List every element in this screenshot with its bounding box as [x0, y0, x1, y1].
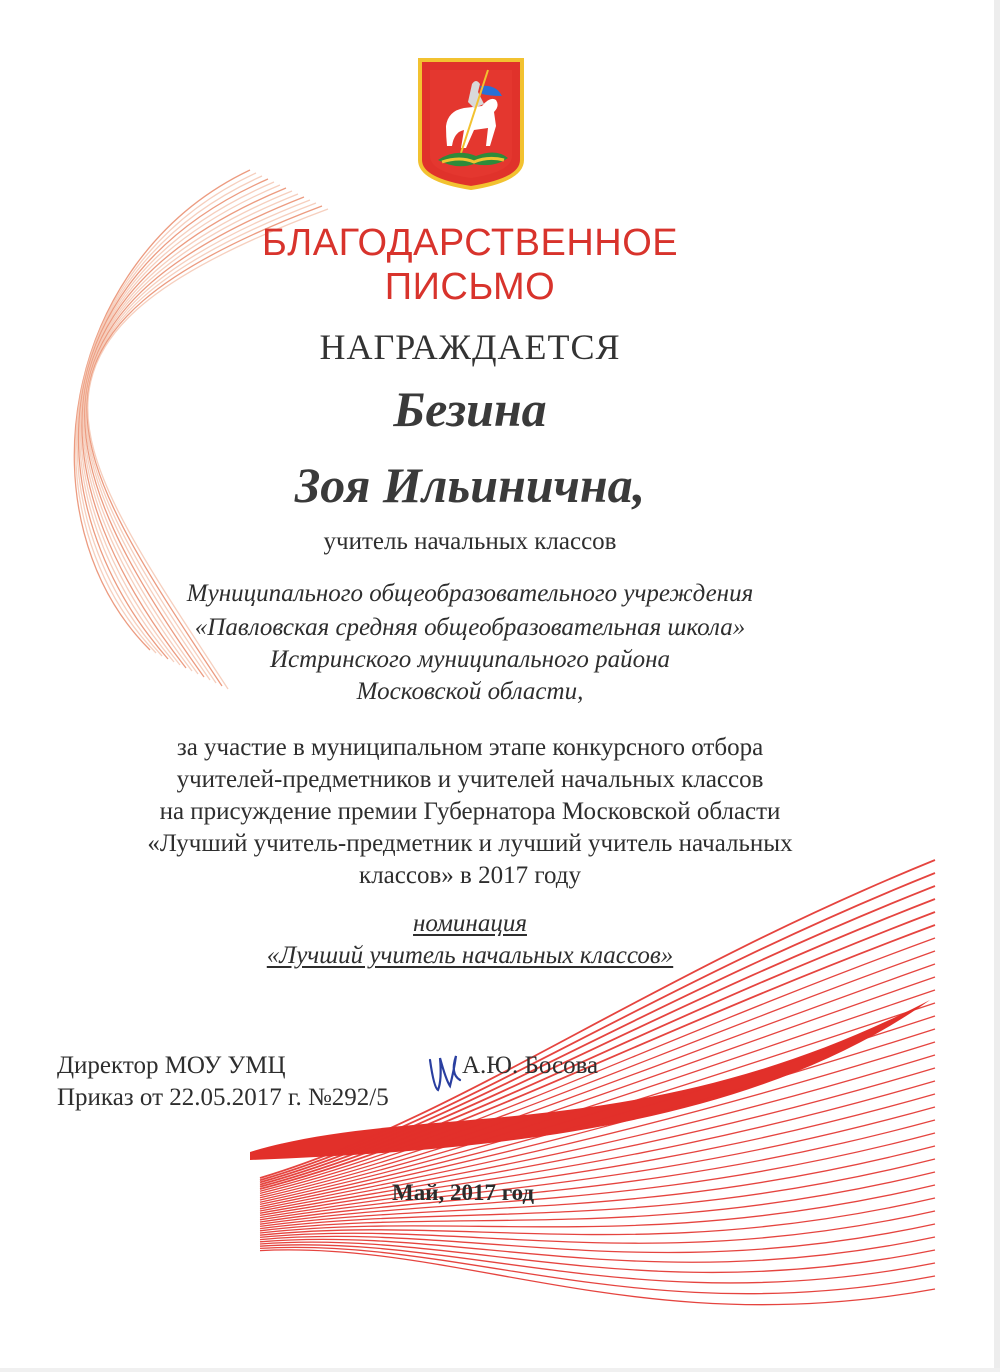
- organization-line: Муниципального общеобразовательного учреждения: [186, 580, 754, 607]
- title-line-2: ПИСЬМО: [384, 266, 556, 308]
- reason-line: «Лучший учитель-предметник и лучший учитель начальных: [147, 830, 793, 857]
- nomination-label: номинация: [413, 910, 527, 937]
- award-heading: НАГРАЖДАЕТСЯ: [319, 327, 621, 367]
- signatory-name: А.Ю. Босова: [462, 1052, 599, 1079]
- organization-line: «Павловская средняя общеобразовательная школа»: [194, 614, 746, 641]
- recipient-position: учитель начальных классов: [323, 528, 617, 555]
- reason-line: классов» в 2017 году: [359, 862, 581, 889]
- recipient-given-names: Зоя Ильинична,: [294, 457, 646, 513]
- reason-line: учителей-предметников и учителей начальных классов: [176, 766, 764, 793]
- reason-line: на присуждение премии Губернатора Московской области: [159, 798, 781, 825]
- order-reference: Приказ от 22.05.2017 г. №292/5: [57, 1084, 389, 1111]
- organization-line: Истринского муниципального района: [270, 646, 670, 673]
- nomination-value: «Лучший учитель начальных классов»: [266, 942, 674, 969]
- organization-line: Московской области,: [356, 678, 584, 705]
- moscow-oblast-coat-of-arms-icon: [416, 56, 526, 192]
- reason-line: за участие в муниципальном этапе конкурсного отбора: [176, 734, 764, 761]
- recipient-surname: Безина: [393, 381, 547, 437]
- signatory-title: Директор МОУ УМЦ: [57, 1052, 286, 1079]
- handwritten-signature: [426, 1050, 464, 1094]
- title-line-1: БЛАГОДАРСТВЕННОЕ: [261, 222, 679, 264]
- issue-date: Май, 2017 год: [392, 1180, 535, 1205]
